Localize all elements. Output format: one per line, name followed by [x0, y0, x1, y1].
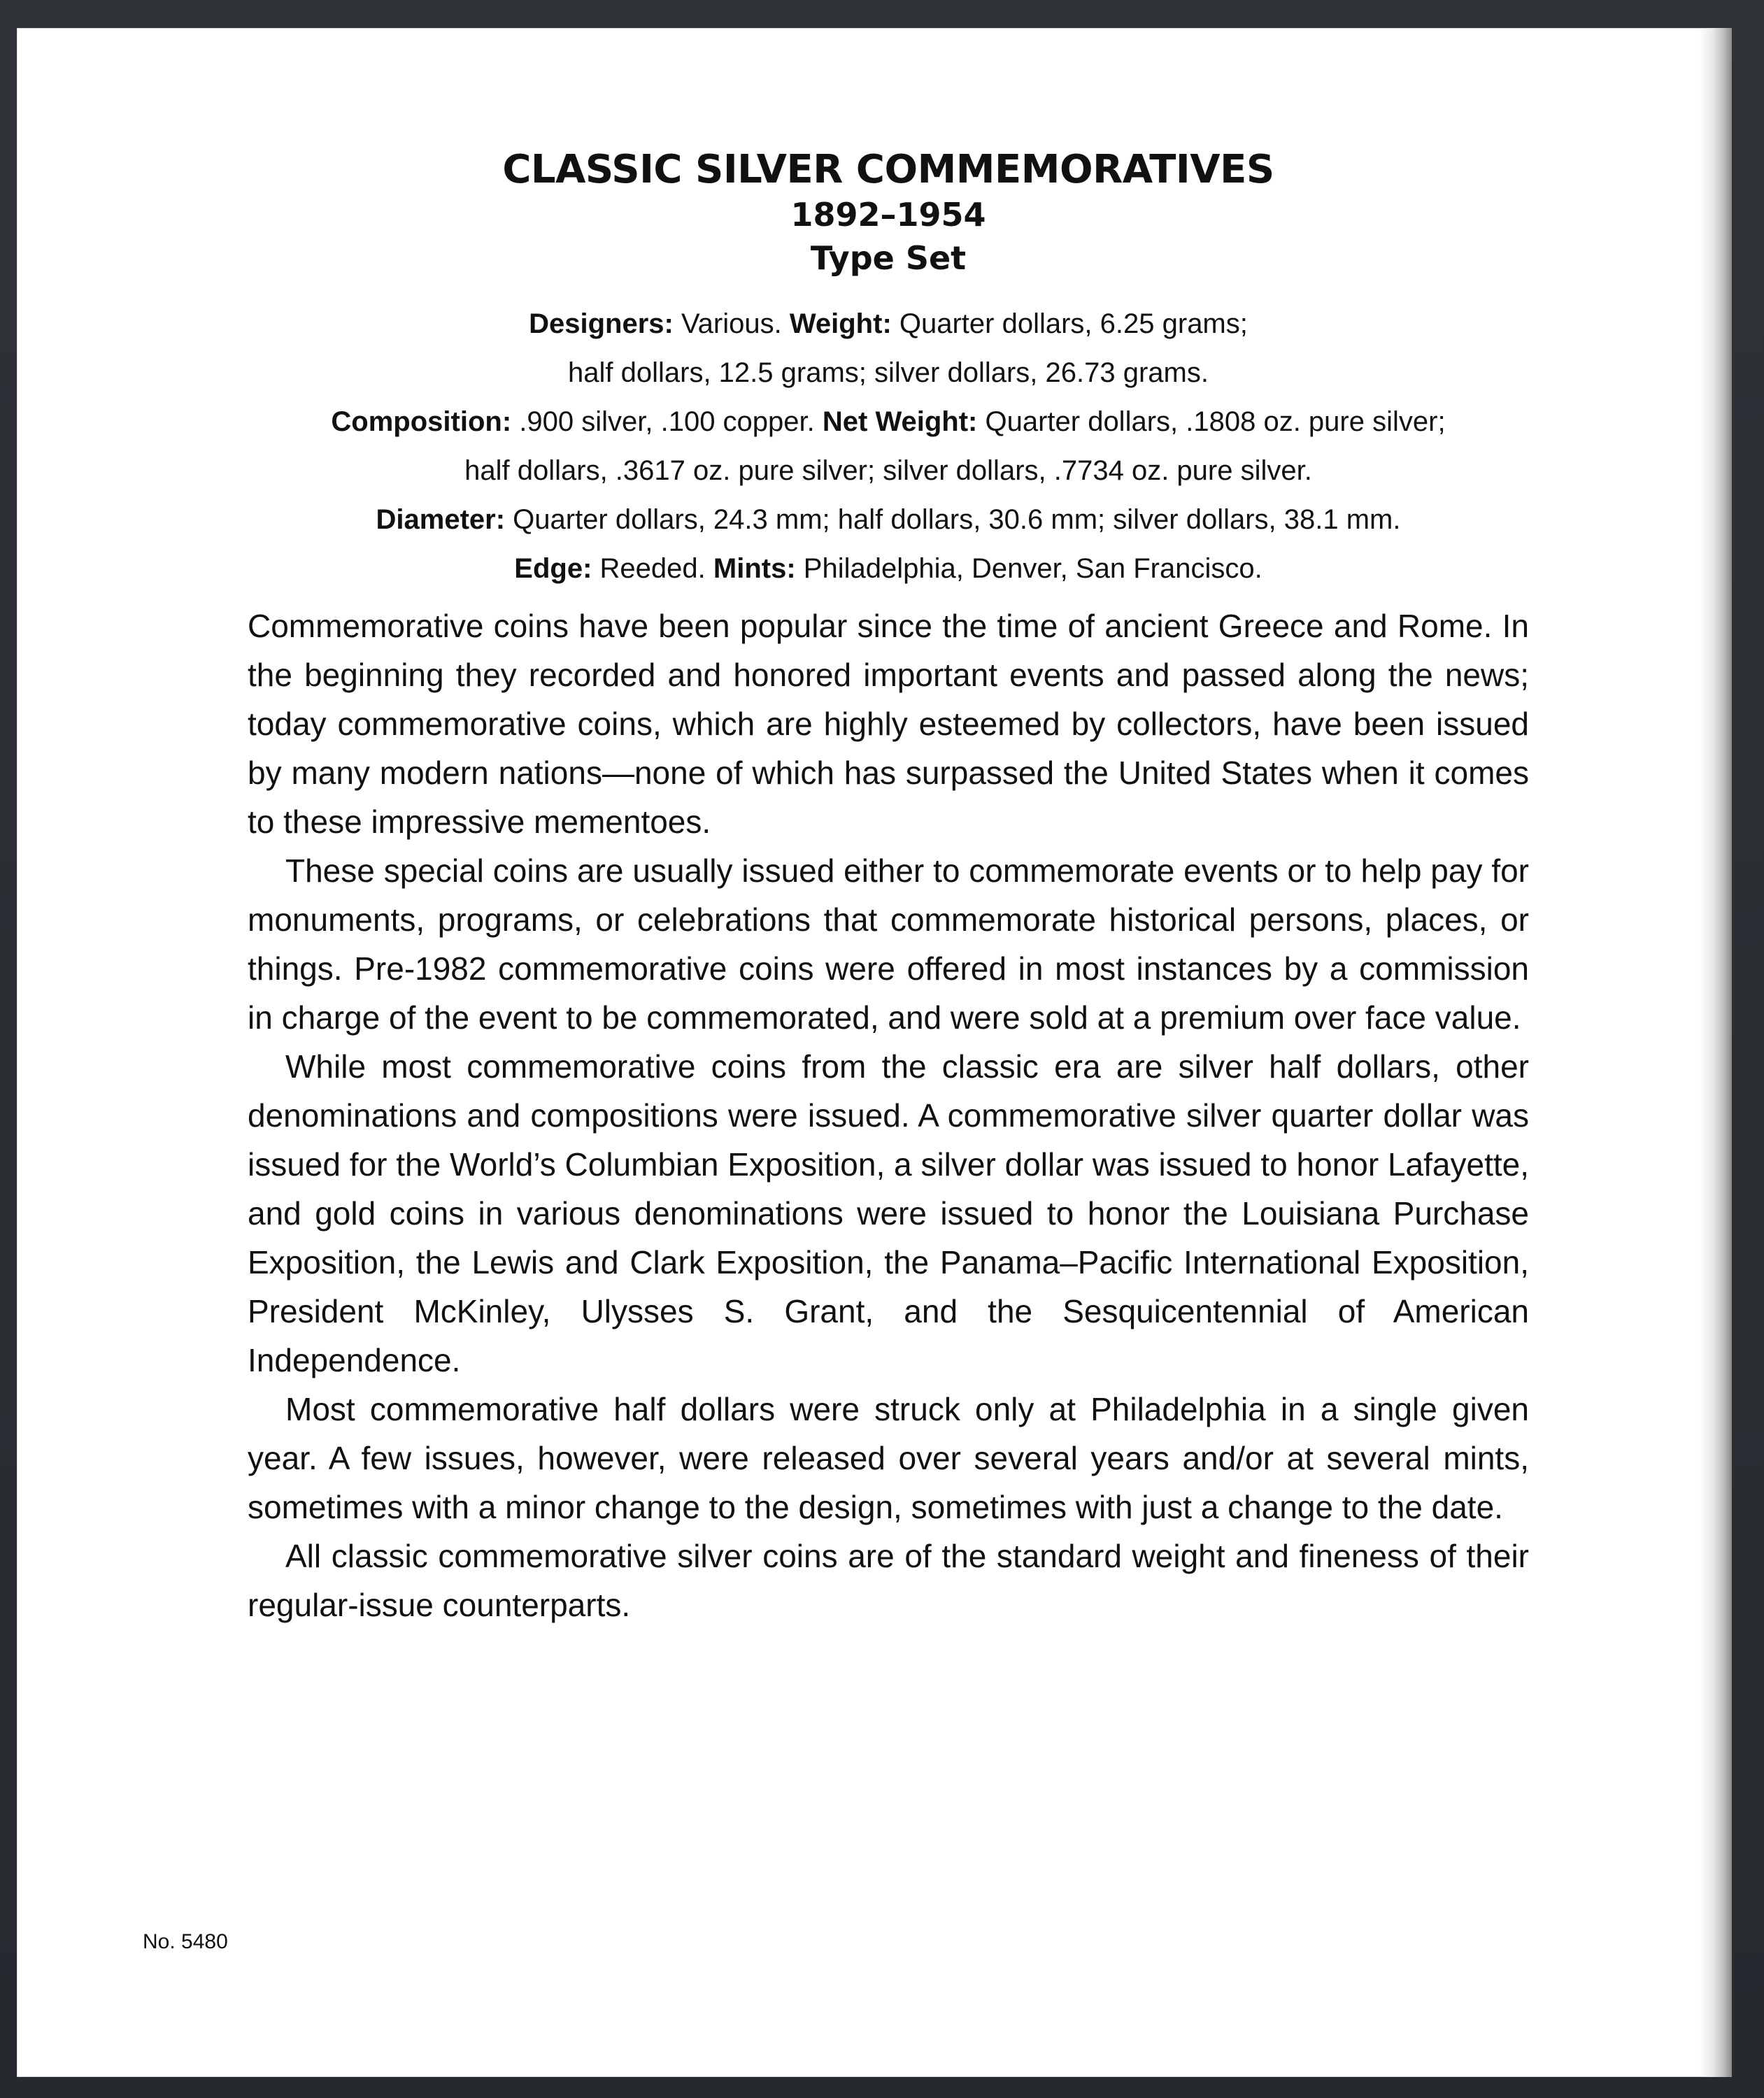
- page-subtitle: Type Set: [810, 239, 967, 277]
- diameter-value: Quarter dollars, 24.3 mm; half dollars, 30.6 mm; silver dollars, 38.1 mm.: [505, 504, 1401, 535]
- spec-line-designers-weight: [248, 299, 1529, 348]
- composition-value: .900 silver, .100 copper.: [511, 406, 823, 437]
- edge-value: Reeded.: [592, 553, 713, 584]
- body-text: [248, 601, 1529, 1629]
- paragraph: While most commemorative coins from the classic era are silver half dollars, other denominations and compositions were issued. A commemorative silver quarter dollar was issued for the World’s Columbian Exposition, a silver dollar was issued to honor Lafayette, and gold coins in various denominations were issued to honor the Louisiana Purchase Exposition, the Lewis and Clark Exposition, the Panama–Pacific International Exposition, President McKinley, Ulysses S. Grant, and the Sesquicentennial of American Independence.: [248, 1048, 1529, 1378]
- album-page: [17, 28, 1732, 2077]
- designers-label: Designers:: [529, 308, 674, 339]
- net-weight-label: Net Weight:: [822, 406, 978, 437]
- catalog-number: No. 5480: [143, 1930, 228, 1953]
- date-range: 1892–1954: [790, 196, 986, 234]
- weight-value-1: Quarter dollars, 6.25 grams;: [891, 308, 1248, 339]
- net-weight-value-1: Quarter dollars, .1808 oz. pure silver;: [977, 406, 1446, 437]
- page-edge-shadow: [1700, 28, 1732, 2077]
- spec-line-composition: [248, 397, 1529, 446]
- coin-specifications: [248, 299, 1529, 593]
- mints-value: Philadelphia, Denver, San Francisco.: [795, 553, 1262, 584]
- edge-label: Edge:: [514, 553, 592, 584]
- paragraph: These special coins are usually issued either to commemorate events or to help pay for monuments, programs, or celebrations that commemorate historical persons, places, or things. Pre-1982 commemorative coins were offered in most instances by a commission in charge of the event to be commemorated, and were sold at a premium over face value.: [248, 852, 1529, 1036]
- paragraph: Commemorative coins have been popular since the time of ancient Greece and Rome. In the beginning they recorded and honored important events and passed along the news; today commemorative coins, which are highly esteemed by collectors, have been issued by many modern nations—none of which has surpassed the United States when it comes to these impressive mementoes.: [248, 608, 1529, 840]
- net-weight-value-2: half dollars, .3617 oz. pure silver; silver dollars, .7734 oz. pure silver.: [464, 455, 1312, 486]
- spec-line-diameter: [248, 495, 1529, 544]
- diameter-label: Diameter:: [376, 504, 506, 535]
- page-content: [248, 147, 1529, 1629]
- weight-value-2: half dollars, 12.5 grams; silver dollars, 26.73 grams.: [568, 357, 1209, 388]
- page-title: CLASSIC SILVER COMMEMORATIVES: [502, 147, 1274, 192]
- spec-line-edge-mints: [248, 544, 1529, 593]
- weight-label: Weight:: [789, 308, 892, 339]
- mints-label: Mints:: [713, 553, 796, 584]
- designers-value: Various.: [673, 308, 790, 339]
- paragraph: Most commemorative half dollars were struck only at Philadelphia in a single given year. A few issues, however, were released over several years and/or at several mints, sometimes with a minor change to the design, sometimes with just a change to the date.: [248, 1391, 1529, 1525]
- paragraph: All classic commemorative silver coins are of the standard weight and fineness of their regular-issue counterparts.: [248, 1538, 1529, 1623]
- composition-label: Composition:: [331, 406, 512, 437]
